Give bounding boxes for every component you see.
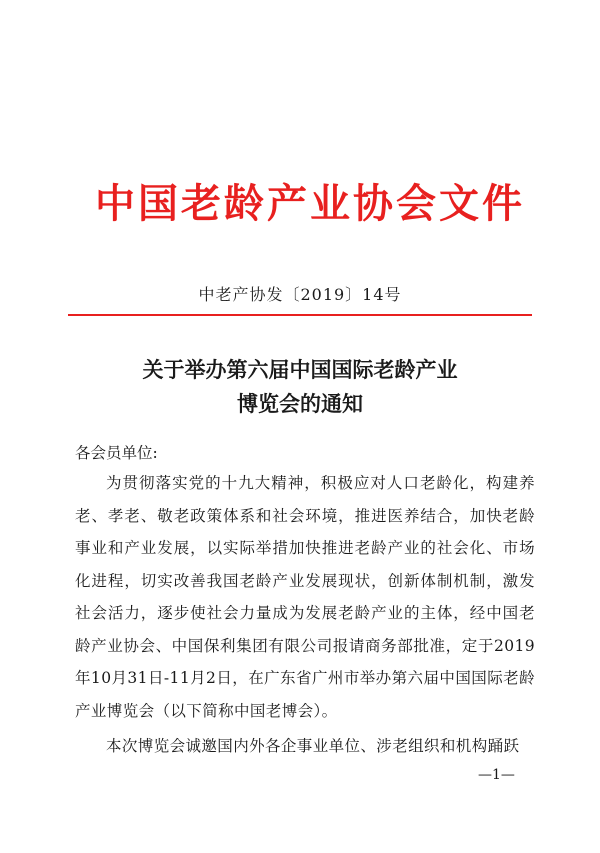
- page-number: —1—: [478, 767, 515, 783]
- notice-title-line-2: 博览会的通知: [237, 391, 363, 416]
- document-number: 中老产协发〔2019〕14号: [198, 285, 402, 304]
- body-paragraph-2: 本次博览会诚邀国内外各企事业单位、涉老组织和机构踊跃: [106, 737, 520, 755]
- organization-masthead: 中国老龄产业协会文件: [95, 181, 525, 227]
- notice-title: [0, 353, 600, 421]
- notice-title-line-1: 关于举办第六届中国国际老龄产业: [142, 357, 458, 382]
- body-paragraph-1: 为贯彻落实党的十九大精神，积极应对人口老龄化，构建养老、孝老、敬老政策体系和社会环境，推进医养结合，加快老龄事业和产业发展，以实际举措加快推进老龄产业的社会化、市场化进程，切实改善我国老龄产业发展现状，创新体制机制，激发社会活力，逐步使社会力量成为发展老龄产业的主体，经中国老龄产业协会、中国保利集团有限公司报请商务部批准，定于2019年10月31日-11月2日，在广东省广州市举办第六届中国国际老龄产业博览会（以下简称中国老博会）。: [75, 474, 535, 720]
- red-divider-line: [68, 314, 532, 316]
- salutation: 各会员单位:: [75, 444, 158, 462]
